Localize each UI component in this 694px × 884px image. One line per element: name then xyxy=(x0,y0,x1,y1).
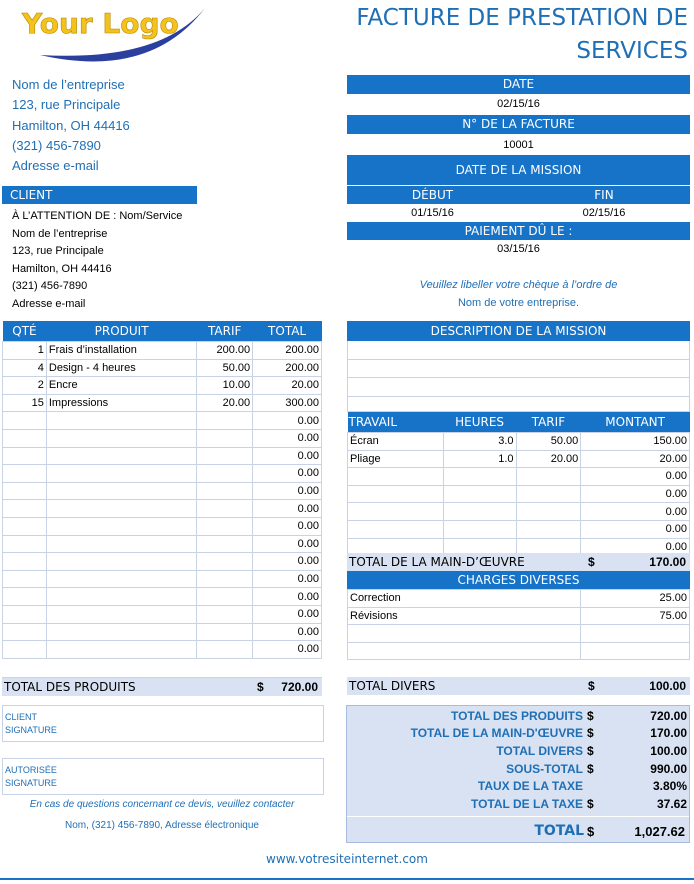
product-row xyxy=(3,429,322,447)
labor-row xyxy=(348,450,690,468)
product-row-cell xyxy=(197,553,253,571)
labor-row-cell xyxy=(516,503,581,521)
labor-table xyxy=(347,412,690,556)
summary-val: 3.80% xyxy=(652,779,687,794)
product-row-cell xyxy=(46,535,196,553)
product-row-cell: 0.00 xyxy=(253,429,322,447)
product-row xyxy=(3,482,322,500)
product-row-cell xyxy=(3,500,47,518)
summary-val: 100.00 xyxy=(650,743,687,758)
logo-text: Your Logo xyxy=(22,7,179,40)
product-row-cell xyxy=(46,570,196,588)
product-row-cell xyxy=(46,641,196,659)
product-row-cell xyxy=(46,429,196,447)
client-signature-box[interactable] xyxy=(2,705,324,742)
product-row-cell xyxy=(197,588,253,606)
col-qty: QTÉ xyxy=(12,324,37,338)
start-header: DÉBUT xyxy=(347,186,518,204)
product-row-cell: 200.00 xyxy=(197,342,253,360)
summary-row xyxy=(347,795,689,813)
product-row-cell xyxy=(46,412,196,430)
misc-row-cell: Révisions xyxy=(348,607,581,625)
labor-row-cell: 150.00 xyxy=(581,433,690,451)
summary-val: 37.62 xyxy=(656,796,687,811)
summary-cur xyxy=(585,777,607,795)
labor-row xyxy=(348,468,690,486)
title-line1: FACTURE DE PRESTATION DE xyxy=(356,5,688,31)
labor-row-cell xyxy=(348,520,444,538)
client-attention: À L’ATTENTION DE : Nom/Service xyxy=(12,210,183,222)
product-row-cell xyxy=(197,641,253,659)
client-street: 123, rue Principale xyxy=(12,245,104,258)
summary-cur: $ xyxy=(587,761,594,776)
labor-row xyxy=(348,503,690,521)
product-row-cell: 1 xyxy=(3,342,47,360)
product-row xyxy=(3,517,322,535)
product-row-cell xyxy=(3,605,47,623)
product-row-cell xyxy=(197,482,253,500)
summary-row xyxy=(347,777,689,795)
misc-charges-header: CHARGES DIVERSES xyxy=(347,571,690,589)
labor-row-cell: Pliage xyxy=(348,450,444,468)
col-rate: TARIF xyxy=(208,324,242,338)
summary-val: 990.00 xyxy=(650,761,687,776)
col-total: TOTAL xyxy=(268,324,307,338)
misc-row-cell xyxy=(348,625,581,643)
misc-total-currency: $ xyxy=(588,679,595,693)
contact-line1: En cas de questions concernant ce devis, veuillez contacter xyxy=(29,799,295,810)
labor-row-cell: 3.0 xyxy=(443,433,516,451)
client-info xyxy=(12,208,182,314)
client-phone: (321) 456-7890 xyxy=(12,280,88,293)
company-name: Nom de l’entreprise xyxy=(12,77,125,92)
labor-row-cell: 50.00 xyxy=(516,433,581,451)
product-row-cell xyxy=(3,482,47,500)
due-value: 03/15/16 xyxy=(497,243,540,255)
client-email: Adresse e-mail xyxy=(12,297,86,310)
product-row-cell xyxy=(3,535,47,553)
labor-row-cell xyxy=(348,485,444,503)
product-row-cell: 0.00 xyxy=(253,500,322,518)
col-amount: MONTANT xyxy=(605,415,665,429)
mission-description-area xyxy=(347,341,690,412)
website-link[interactable]: www.votresiteinternet.com xyxy=(266,852,428,866)
authorized-signature-label2: SIGNATURE xyxy=(5,778,57,788)
summary-row xyxy=(347,742,689,760)
product-row xyxy=(3,588,322,606)
labor-row-cell xyxy=(443,503,516,521)
product-row-cell: 0.00 xyxy=(253,535,322,553)
product-row-cell: 4 xyxy=(3,359,47,377)
summary-cur: $ xyxy=(587,726,594,741)
labor-row-cell: 0.00 xyxy=(581,503,690,521)
product-row xyxy=(3,641,322,659)
misc-row-cell xyxy=(581,642,690,660)
product-row xyxy=(3,553,322,571)
authorized-signature-box[interactable] xyxy=(2,758,324,795)
product-row-cell: Design - 4 heures xyxy=(46,359,196,377)
product-row-cell xyxy=(46,500,196,518)
misc-row xyxy=(348,590,690,608)
client-city: Hamilton, OH 44416 xyxy=(12,262,112,275)
product-row-cell: 50.00 xyxy=(197,359,253,377)
labor-row-cell xyxy=(348,468,444,486)
product-row-cell: 0.00 xyxy=(253,412,322,430)
summary-val: 170.00 xyxy=(650,726,687,741)
product-row-cell xyxy=(46,482,196,500)
cheque-note-line1: Veuillez libeller votre chèque à l’ordre de xyxy=(419,279,618,291)
cheque-note-line2: Nom de votre entreprise. xyxy=(457,297,580,309)
client-company: Nom de l’entreprise xyxy=(12,227,108,240)
summary-cur: $ xyxy=(587,708,594,723)
labor-row-cell: 20.00 xyxy=(581,450,690,468)
product-row-cell: 0.00 xyxy=(253,605,322,623)
misc-total-value: 100.00 xyxy=(649,679,686,693)
product-row xyxy=(3,605,322,623)
product-row xyxy=(3,500,322,518)
product-row-cell: Impressions xyxy=(46,394,196,412)
summary-row xyxy=(347,760,689,778)
products-table xyxy=(2,321,322,659)
end-header: FIN xyxy=(518,186,690,204)
products-total-row xyxy=(2,677,322,696)
labor-row xyxy=(348,520,690,538)
summary-label: TAUX DE LA TAXE xyxy=(477,779,583,794)
summary-cur: $ xyxy=(587,743,594,758)
product-row-cell xyxy=(197,412,253,430)
grand-total-row xyxy=(347,816,689,843)
logo xyxy=(0,0,240,70)
product-row-cell: 200.00 xyxy=(253,359,322,377)
product-row-cell xyxy=(46,447,196,465)
misc-row xyxy=(348,642,690,660)
products-total-value: 720.00 xyxy=(281,680,318,694)
labor-row xyxy=(348,433,690,451)
invoice-number-header: N° DE LA FACTURE xyxy=(347,115,690,134)
col-product: PRODUIT xyxy=(94,324,149,338)
product-row-cell xyxy=(197,429,253,447)
summary-label: TOTAL DIVERS xyxy=(496,743,583,758)
misc-row xyxy=(348,607,690,625)
labor-row-cell: 1.0 xyxy=(443,450,516,468)
col-labor-rate: TARIF xyxy=(531,415,566,429)
summary-table xyxy=(347,707,689,813)
summary-label: TOTAL DE LA MAIN-D'ŒUVRE xyxy=(410,726,583,741)
labor-row-cell: 20.00 xyxy=(516,450,581,468)
summary-val: 720.00 xyxy=(650,708,687,723)
misc-row-cell xyxy=(348,642,581,660)
product-row xyxy=(3,623,322,641)
company-city: Hamilton, OH 44416 xyxy=(12,117,130,133)
col-hours: HEURES xyxy=(455,415,505,429)
product-row xyxy=(3,570,322,588)
product-row-cell xyxy=(3,412,47,430)
product-row-cell: 0.00 xyxy=(253,588,322,606)
labor-row-cell xyxy=(443,485,516,503)
end-value: 02/15/16 xyxy=(582,207,626,219)
product-row-cell: 0.00 xyxy=(253,641,322,659)
company-phone: (321) 456-7890 xyxy=(12,137,101,153)
labor-total-row xyxy=(347,553,690,571)
summary-label: SOUS-TOTAL xyxy=(506,761,583,776)
products-total-label: TOTAL DES PRODUITS xyxy=(4,680,136,694)
product-row-cell: 15 xyxy=(3,394,47,412)
product-row-cell: 0.00 xyxy=(253,482,322,500)
product-row-cell xyxy=(197,605,253,623)
product-row xyxy=(3,394,322,412)
product-row-cell xyxy=(197,535,253,553)
product-row xyxy=(3,377,322,395)
product-row-cell xyxy=(46,465,196,483)
product-row-cell: 0.00 xyxy=(253,623,322,641)
product-row-cell xyxy=(197,623,253,641)
labor-total-currency: $ xyxy=(588,555,595,569)
company-info xyxy=(12,77,130,178)
labor-row-cell: 0.00 xyxy=(581,468,690,486)
product-row xyxy=(3,535,322,553)
product-row-cell: Encre xyxy=(46,377,196,395)
misc-row-cell: Correction xyxy=(348,590,581,608)
product-row xyxy=(3,412,322,430)
product-row-cell xyxy=(46,517,196,535)
product-row-cell: 300.00 xyxy=(253,394,322,412)
product-row-cell xyxy=(46,553,196,571)
product-row-cell: 0.00 xyxy=(253,517,322,535)
product-row xyxy=(3,359,322,377)
product-row-cell: 0.00 xyxy=(253,570,322,588)
grand-total-label: TOTAL xyxy=(534,823,584,839)
labor-row-cell xyxy=(516,468,581,486)
product-row-cell xyxy=(3,570,47,588)
summary-row xyxy=(347,707,689,725)
product-row-cell xyxy=(3,553,47,571)
labor-row-cell xyxy=(443,468,516,486)
client-header: CLIENT xyxy=(2,186,197,204)
product-row-cell: 10.00 xyxy=(197,377,253,395)
misc-total-row xyxy=(347,677,690,695)
product-row-cell xyxy=(3,465,47,483)
misc-total-label: TOTAL DIVERS xyxy=(349,679,436,693)
labor-row xyxy=(348,485,690,503)
labor-row-cell xyxy=(443,520,516,538)
due-header: PAIEMENT DÛ LE : xyxy=(347,222,690,240)
product-row xyxy=(3,465,322,483)
mission-date-header: DATE DE LA MISSION xyxy=(347,155,690,185)
product-row-cell xyxy=(3,623,47,641)
misc-row xyxy=(348,625,690,643)
client-signature-label2: SIGNATURE xyxy=(5,725,57,735)
mission-description-header: DESCRIPTION DE LA MISSION xyxy=(347,321,690,341)
product-row-cell: 0.00 xyxy=(253,553,322,571)
labor-row-cell: Écran xyxy=(348,433,444,451)
product-row-cell xyxy=(197,500,253,518)
contact-line2: Nom, (321) 456-7890, Adresse électronique xyxy=(64,820,259,831)
labor-row-cell xyxy=(348,503,444,521)
client-signature-label1: CLIENT xyxy=(5,712,38,722)
date-value: 02/15/16 xyxy=(497,98,540,110)
product-row-cell xyxy=(46,588,196,606)
product-row-cell xyxy=(3,429,47,447)
product-row-cell: 2 xyxy=(3,377,47,395)
summary-row xyxy=(347,725,689,743)
product-row-cell: 20.00 xyxy=(197,394,253,412)
misc-row-cell: 25.00 xyxy=(581,590,690,608)
product-row-cell xyxy=(3,641,47,659)
summary-label: TOTAL DES PRODUITS xyxy=(450,708,583,723)
product-row-cell xyxy=(3,517,47,535)
title-line2: SERVICES xyxy=(576,38,688,64)
product-row-cell xyxy=(197,447,253,465)
misc-row-cell xyxy=(581,625,690,643)
grand-total-currency: $ xyxy=(587,824,595,839)
labor-row-cell: 0.00 xyxy=(581,485,690,503)
authorized-signature-label1: AUTORISÉE xyxy=(5,765,57,775)
company-street: 123, rue Principale xyxy=(12,97,121,113)
product-row xyxy=(3,447,322,465)
invoice-title xyxy=(328,2,688,68)
labor-row-cell xyxy=(516,485,581,503)
products-total-currency: $ xyxy=(257,680,264,694)
labor-total-label: TOTAL DE LA MAIN-D’ŒUVRE xyxy=(349,555,525,569)
product-row-cell xyxy=(46,605,196,623)
labor-row-cell: 0.00 xyxy=(581,520,690,538)
product-row-cell xyxy=(197,570,253,588)
summary-label: TOTAL DE LA TAXE xyxy=(470,796,583,811)
invoice-number-value: 10001 xyxy=(503,139,534,151)
product-row-cell: Frais d’installation xyxy=(46,342,196,360)
product-row-cell: 0.00 xyxy=(253,465,322,483)
product-row xyxy=(3,342,322,360)
start-value: 01/15/16 xyxy=(411,207,454,219)
labor-total-value: 170.00 xyxy=(649,555,686,569)
misc-row-cell: 75.00 xyxy=(581,607,690,625)
grand-total-value: 1,027.62 xyxy=(634,824,685,839)
labor-row-cell xyxy=(516,520,581,538)
product-row-cell xyxy=(197,517,253,535)
product-row-cell: 200.00 xyxy=(253,342,322,360)
col-work: TRAVAIL xyxy=(348,415,397,429)
product-row-cell: 20.00 xyxy=(253,377,322,395)
summary-cur: $ xyxy=(587,796,594,811)
product-row-cell xyxy=(197,465,253,483)
labor-row-cell: 0.00 xyxy=(581,538,690,556)
product-row-cell xyxy=(46,623,196,641)
footer-rule xyxy=(0,878,694,880)
date-header: DATE xyxy=(347,75,690,94)
product-row-cell: 0.00 xyxy=(253,447,322,465)
company-email: Adresse e-mail xyxy=(12,158,99,174)
product-row-cell xyxy=(3,588,47,606)
product-row-cell xyxy=(3,447,47,465)
summary-box xyxy=(346,705,690,843)
misc-table xyxy=(347,589,690,660)
